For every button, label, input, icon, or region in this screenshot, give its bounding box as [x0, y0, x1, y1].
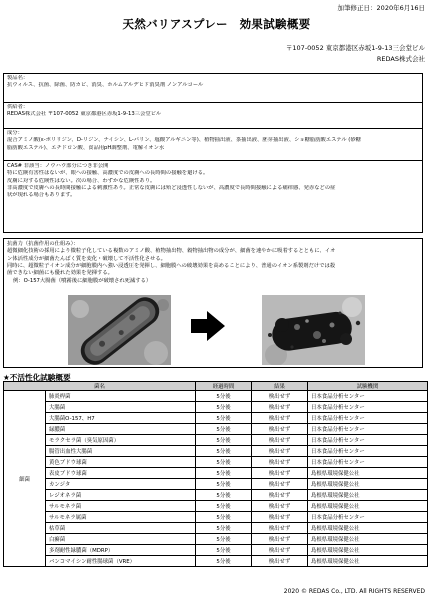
- result-cell: 検出せず: [252, 534, 308, 545]
- table-row: [4, 402, 428, 413]
- bacteria-name-cell: サルモネラ菌: [46, 501, 196, 512]
- table-row: [4, 424, 428, 435]
- test-institution-cell: 日本食品分析センター: [308, 413, 428, 424]
- table-row: [4, 545, 428, 556]
- bacteria-name-cell: 多剤耐性緑膿菌（MDRP）: [46, 545, 196, 556]
- composition-section: [4, 129, 422, 161]
- elapsed-time-cell: 5分後: [196, 391, 252, 402]
- table-row: [4, 523, 428, 534]
- column-header: 結果: [252, 382, 308, 391]
- elapsed-time-cell: 5分後: [196, 512, 252, 523]
- test-institution-cell: 島根県環境保健公社: [308, 534, 428, 545]
- hazard-line: 特に危険有害性はないが、眼への接触、高濃度での皮膚への長時間の接触を避ける。: [7, 170, 209, 177]
- product-section: [4, 74, 422, 103]
- test-institution-cell: 日本食品分析センター: [308, 402, 428, 413]
- product-info-panel: [3, 73, 423, 233]
- right-arrow-icon: [191, 311, 225, 341]
- hazard-line: 状が現れる場合もあります。: [7, 192, 76, 199]
- table-row: [4, 479, 428, 490]
- action-label: 抗菌力（抗菌作用の仕組み）：: [7, 241, 79, 247]
- hazard-section: [4, 161, 422, 244]
- bacteria-name-cell: サルモネラ属菌: [46, 512, 196, 523]
- elapsed-time-cell: 5分後: [196, 435, 252, 446]
- supplier-section: [4, 103, 422, 129]
- bacteria-name-cell: 腸管出血性大腸菌: [46, 446, 196, 457]
- elapsed-time-cell: 5分後: [196, 556, 252, 567]
- example-caption: 例：O-157大腸菌（噴霧後に細胞膜が破壊され死滅する）: [13, 278, 152, 285]
- table-row: [4, 512, 428, 523]
- result-cell: 検出せず: [252, 523, 308, 534]
- hazard-line: 非高濃度で皮膚への長時間接触による刺激性あり。正常な皮膚には殆ど浸透性しないが、高濃度で長時間接触による痛痒感、発赤などの症: [7, 184, 336, 191]
- supplier-text: REDAS株式会社 〒107-0052 東京都港区赤坂1-9-13三会堂ビル: [7, 111, 162, 118]
- result-cell: 検出せず: [252, 512, 308, 523]
- result-cell: 検出せず: [252, 479, 308, 490]
- elapsed-time-cell: 5分後: [196, 534, 252, 545]
- company-name: REDAS株式会社: [376, 55, 425, 63]
- bacteria-before-image: [68, 295, 171, 365]
- elapsed-time-cell: 5分後: [196, 545, 252, 556]
- elapsed-time-cell: 5分後: [196, 413, 252, 424]
- page-title: 天然バリアスプレー 効果試験概要: [122, 17, 311, 31]
- elapsed-time-cell: 5分後: [196, 479, 252, 490]
- elapsed-time-cell: 5分後: [196, 457, 252, 468]
- product-text: 抗ウィルス、抗菌、除菌、防カビ、消臭、ホルムアルデヒド消臭剤 ノンアルコール: [7, 82, 204, 89]
- bacteria-after-image: [262, 295, 365, 365]
- action-line: 超微細化技術の採用により微粒子化している複数のアミノ酸、植物抽出物、穀物抽出物の成分が、細菌を速やかに吸着するとともに、イオ: [7, 248, 336, 255]
- test-institution-cell: 島根県環境保健公社: [308, 490, 428, 501]
- inactivation-test-table: [3, 381, 428, 567]
- test-institution-cell: 島根県環境保健公社: [308, 468, 428, 479]
- test-institution-cell: 島根県環境保健公社: [308, 479, 428, 490]
- table-row: [4, 435, 428, 446]
- bacteria-name-cell: レジオネラ菌: [46, 490, 196, 501]
- elapsed-time-cell: 5分後: [196, 501, 252, 512]
- result-cell: 検出せず: [252, 446, 308, 457]
- test-institution-cell: 日本食品分析センター: [308, 391, 428, 402]
- test-institution-cell: 島根県環境保健公社: [308, 501, 428, 512]
- bacteria-name-cell: 黄色ブドウ球菌: [46, 457, 196, 468]
- elapsed-time-cell: 5分後: [196, 490, 252, 501]
- bacteria-name-cell: モラクセラ菌（臭気原因菌）: [46, 435, 196, 446]
- copyright: 2020 ©︎ REDAS Co., LTD. All RIGHTS RESERVED: [283, 588, 425, 595]
- result-cell: 検出せず: [252, 402, 308, 413]
- result-cell: 検出せず: [252, 556, 308, 567]
- table-heading: ★不活性化試験概要: [3, 373, 71, 382]
- bacteria-name-cell: バンコマイシン耐性腸球菌（VRE）: [46, 556, 196, 567]
- table-header-row: [4, 382, 428, 391]
- table-row: [4, 413, 428, 424]
- product-label: 製品名：: [7, 75, 29, 81]
- result-cell: 検出せず: [252, 490, 308, 501]
- test-institution-cell: 日本食品分析センター: [308, 512, 428, 523]
- test-institution-cell: 日本食品分析センター: [308, 435, 428, 446]
- elapsed-time-cell: 5分後: [196, 468, 252, 479]
- antibacterial-action-panel: [3, 238, 423, 368]
- table-row: [4, 468, 428, 479]
- table-row: [4, 556, 428, 567]
- test-institution-cell: 日本食品分析センター: [308, 424, 428, 435]
- column-header: 経過時間: [196, 382, 252, 391]
- result-cell: 検出せず: [252, 501, 308, 512]
- result-cell: 検出せず: [252, 457, 308, 468]
- bacteria-name-cell: 大腸菌: [46, 402, 196, 413]
- composition-label: 成分：: [7, 130, 23, 136]
- result-cell: 検出せず: [252, 424, 308, 435]
- result-cell: 検出せず: [252, 435, 308, 446]
- bacteria-name-cell: 大腸菌O-157、H7: [46, 413, 196, 424]
- table-row: [4, 457, 428, 468]
- category-cell: 細菌: [4, 391, 46, 567]
- bacteria-name-cell: 表皮ブドウ球菌: [46, 468, 196, 479]
- cas-label: CAS# 非該当：ノウハウ部分につき非公開: [7, 163, 109, 169]
- test-institution-cell: 島根県環境保健公社: [308, 545, 428, 556]
- column-header: 試験機関: [308, 382, 428, 391]
- column-header: 菌名: [4, 382, 196, 391]
- result-cell: 検出せず: [252, 413, 308, 424]
- table-row: [4, 446, 428, 457]
- test-institution-cell: 島根県環境保健公社: [308, 556, 428, 567]
- table-row: [4, 490, 428, 501]
- bacteria-name-cell: 肺炎桿菌: [46, 391, 196, 402]
- supplier-label: 供給者：: [7, 104, 29, 110]
- table-row: [4, 534, 428, 545]
- test-institution-cell: 日本食品分析センター: [308, 457, 428, 468]
- result-cell: 検出せず: [252, 468, 308, 479]
- hazard-line: 皮膚に対する危険性はない。次の場合、わずかな危険性あり。: [7, 177, 156, 184]
- result-cell: 検出せず: [252, 545, 308, 556]
- composition-line: 混合アミノ酸(ε-ポリリジン、D-リジン、ナイシン、L-バリン、塩酸アルギニン等)、植物抽出液、茶抽出液、胚芽抽出液、ショ糖脂肪酸エステル (砂糖: [7, 137, 361, 144]
- result-cell: 検出せず: [252, 391, 308, 402]
- action-text: [4, 239, 422, 288]
- table-row: [4, 391, 428, 402]
- elapsed-time-cell: 5分後: [196, 402, 252, 413]
- elapsed-time-cell: 5分後: [196, 523, 252, 534]
- action-line: 菌できない細菌にも優れた効果を発揮する。: [7, 270, 113, 277]
- bacteria-name-cell: 白癬菌: [46, 534, 196, 545]
- test-institution-cell: 日本食品分析センター: [308, 446, 428, 457]
- bacteria-name-cell: 緑膿菌: [46, 424, 196, 435]
- table-row: [4, 501, 428, 512]
- test-institution-cell: 島根県環境保健公社: [308, 523, 428, 534]
- table-body: [4, 391, 428, 567]
- revision-date: 加筆修正日：2020年6月16日: [337, 4, 425, 12]
- company-address: 〒107-0052 東京都港区赤坂1-9-13三会堂ビル: [285, 44, 425, 52]
- elapsed-time-cell: 5分後: [196, 424, 252, 435]
- action-line: ン体活性成分が細菌たんぱく質を変化・破壊して不活性化させる。: [7, 255, 166, 262]
- composition-line: 脂肪酸エステル)、エチドロン酸、食品用pH調整剤、電解イオン水: [7, 144, 165, 151]
- elapsed-time-cell: 5分後: [196, 446, 252, 457]
- bacteria-name-cell: 枯草菌: [46, 523, 196, 534]
- bacteria-name-cell: カンジタ: [46, 479, 196, 490]
- action-line: 同時に、超微粒子イオン成分が細胞膜内へ強い浸透圧を発揮し、細胞膜への破壊効果を高めることにより、普通のイオン系製剤だけでは殺: [7, 262, 336, 269]
